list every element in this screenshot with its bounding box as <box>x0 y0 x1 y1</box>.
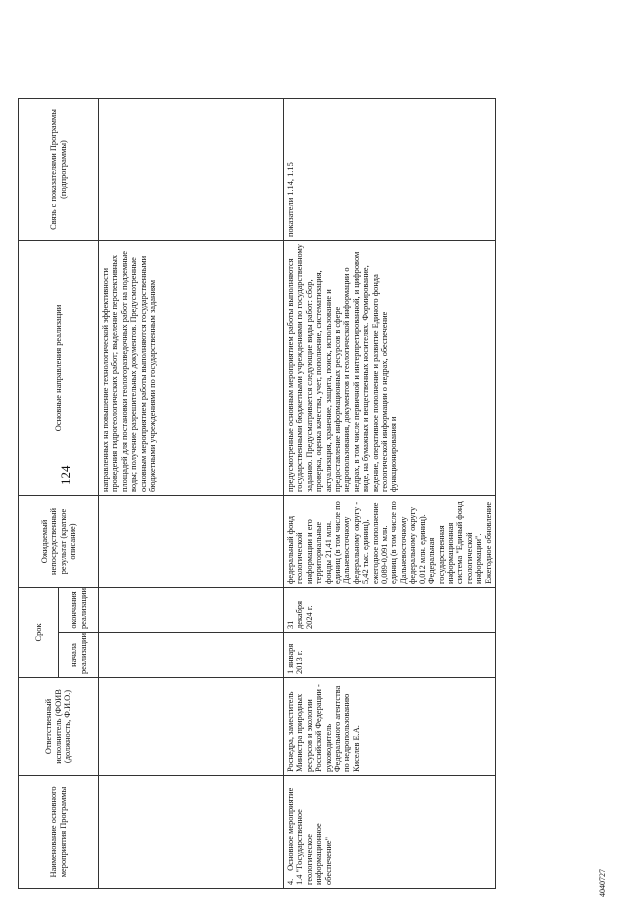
row4-result: федеральный фонд геологической информации и его территориальные фонды 21,41 млн. единиц (в том числе по Дальневосточному федеральному округу - 5,42 тыс. единиц), ежегодное пополнение 0,089-0,091 млн. единиц (в том числе по Дальневосточному федеральному округу 0,012 млн. единиц). Федеральная государственная информационная система "Единый фонд геологической информации". Ежегодное обновление <box>284 496 496 588</box>
header-directions: Основные направления реализации <box>19 241 99 496</box>
row4-directions: предусмотренные основным мероприятием работы выполняются государственными бюджетными учреждениями по государственному заданию. Предусматривается следующие виды работ: сбор, проверка, оценка качества, учет, пополнение, систематизация, актуализация, хранение, защита, поиск, использование и предоставление информационных ресурсов в сфере недропользования, документов и геологической информации о недрах, в том числе первичной и интерпретированной, и цифровом виде, на бумажных и вещественных носителях. Формирование, ведение, оперативное пополнение и развитие Единого фонда геологической информации о недрах, обеспечение функционирования и <box>284 241 496 496</box>
continued-directions: направленных на повышение технологической эффективности проведения гидрогеологических работ; выделение перспективных площадей для постановки геологоразведочных работ на подземные воды; получение разрешительных документов. Предусмотренные основным мероприятием работы выполняются государственными бюджетными учреждениями по государственным заданиям <box>99 241 284 496</box>
document-code: 4040727 <box>598 869 607 897</box>
header-start: начала реализации <box>59 633 99 678</box>
header-result: Ожидаемый непосредственный результат (краткое описание) <box>19 496 99 588</box>
row4-name-cell <box>284 776 496 889</box>
row4-end: 31 декабря 2024 г. <box>284 588 496 633</box>
header-name: Наименование основного мероприятия Программы <box>19 776 99 889</box>
row4-responsible: Роснедра, заместитель Министра природных ресурсов и экологии Российской Федерации - руководитель Федерального агентства по недропользованию Киселев Е.А. <box>284 678 496 776</box>
table-row-continued <box>99 99 284 889</box>
row4-name: Основное мероприятие 1.4 "Государственное геологическое информационное обеспечение" <box>286 787 333 885</box>
row4-start: 1 января 2013 г. <box>284 633 496 678</box>
row4-number: 4. <box>286 878 295 885</box>
page-number: 124 <box>58 465 73 485</box>
header-term: Срок <box>19 588 59 678</box>
header-end: окончания реализации <box>59 588 99 633</box>
row4-link: показатели 1.14, 1.15 <box>284 99 496 241</box>
table-row <box>284 99 496 889</box>
header-row <box>19 99 59 889</box>
program-table <box>18 98 496 889</box>
header-responsible: Ответственный исполнитель (ФОИВ (должность, Ф.И.О.) <box>19 678 99 776</box>
header-link: Связь с показателями Программы (подпрограммы) <box>19 99 99 241</box>
